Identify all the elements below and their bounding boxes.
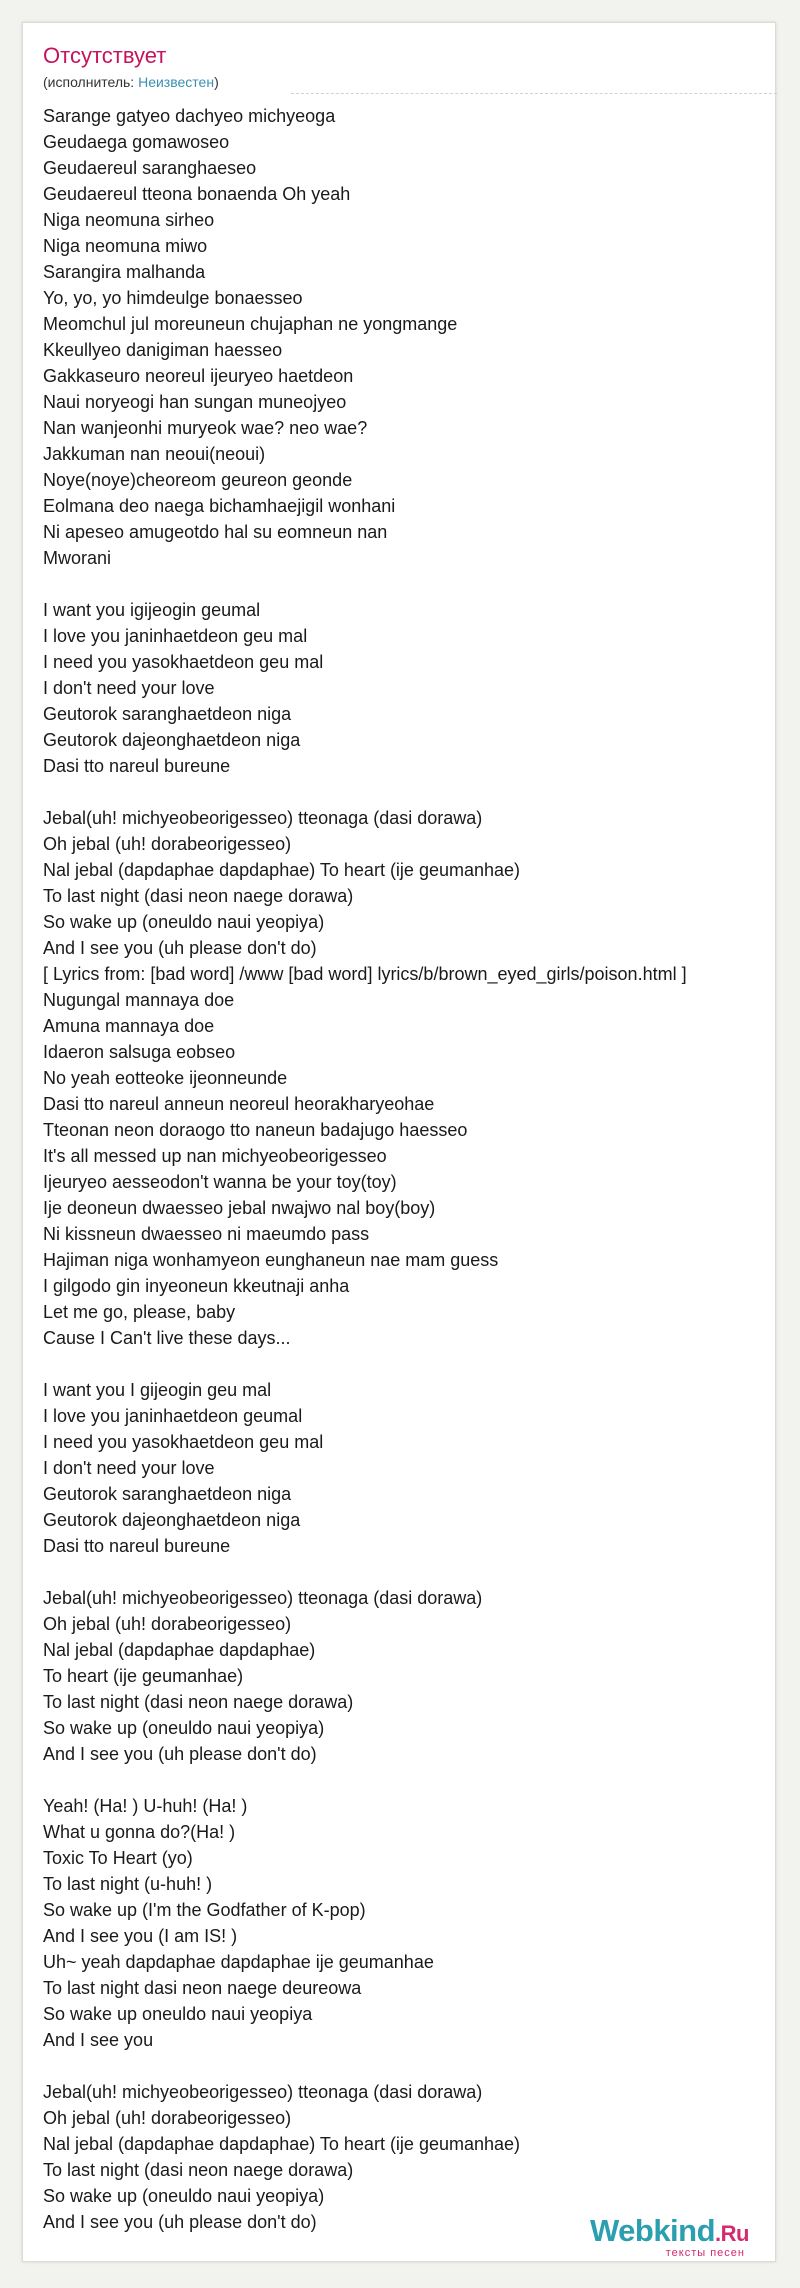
- logo-suffix: .Ru: [715, 2221, 749, 2246]
- lyric-line: What u gonna do?(Ha! ): [43, 1822, 236, 1842]
- lyric-line: And I see you (I am IS! ): [43, 1926, 238, 1946]
- lyric-line: So wake up (oneuldo naui yeopiya): [43, 912, 325, 932]
- artist-suffix: ): [214, 74, 219, 90]
- lyric-line: No yeah eotteoke ijeonneunde: [43, 1068, 288, 1088]
- lyric-line: Dasi tto nareul anneun neoreul heorakharyeohae: [43, 1094, 435, 1114]
- lyric-line: Geudaereul saranghaeseo: [43, 158, 257, 178]
- lyric-line: To last night (dasi neon naege dorawa): [43, 1692, 354, 1712]
- lyric-line: Jebal(uh! michyeobeorigesseo) tteonaga (dasi dorawa): [43, 1588, 483, 1608]
- header-divider: [291, 93, 777, 94]
- lyric-line: Nal jebal (dapdaphae dapdaphae) To heart (ije geumanhae): [43, 2134, 521, 2154]
- lyric-line: I don't need your love: [43, 1458, 215, 1478]
- lyric-line: Ni kissneun dwaesseo ni maeumdo pass: [43, 1224, 370, 1244]
- lyric-line: Geutorok dajeonghaetdeon niga: [43, 730, 301, 750]
- lyric-line: To heart (ije geumanhae): [43, 1666, 244, 1686]
- lyric-line: Geutorok saranghaetdeon niga: [43, 1484, 292, 1504]
- lyric-line: Toxic To Heart (yo): [43, 1848, 193, 1868]
- lyric-line: Geudaereul tteona bonaenda Oh yeah: [43, 184, 351, 204]
- lyric-line: Cause I Can't live these days...: [43, 1328, 291, 1348]
- lyric-line: I need you yasokhaetdeon geu mal: [43, 1432, 324, 1452]
- lyric-line: And I see you (uh please don't do): [43, 938, 317, 958]
- lyric-line: Dasi tto nareul bureune: [43, 1536, 231, 1556]
- lyric-line: Jakkuman nan neoui(neoui): [43, 444, 266, 464]
- lyric-line: [ Lyrics from: [bad word] /www [bad word] lyrics/b/brown_eyed_girls/poison.html ]: [43, 964, 687, 984]
- lyric-line: Sarange gatyeo dachyeo michyeoga: [43, 106, 336, 126]
- lyric-line: Geutorok dajeonghaetdeon niga: [43, 1510, 301, 1530]
- lyric-line: Oh jebal (uh! dorabeorigesseo): [43, 2108, 292, 2128]
- lyric-line: I want you igijeogin geumal: [43, 600, 261, 620]
- lyric-line: Geudaega gomawoseo: [43, 132, 230, 152]
- lyric-line: To last night dasi neon naege deureowa: [43, 1978, 362, 1998]
- lyric-line: And I see you (uh please don't do): [43, 1744, 317, 1764]
- lyric-line: Nal jebal (dapdaphae dapdaphae) To heart (ije geumanhae): [43, 860, 521, 880]
- lyric-line: And I see you: [43, 2030, 154, 2050]
- lyric-line: Niga neomuna miwo: [43, 236, 208, 256]
- lyric-line: Uh~ yeah dapdaphae dapdaphae ije geumanhae: [43, 1952, 434, 1972]
- stanza-break: [43, 1767, 773, 1793]
- lyric-line: I want you I gijeogin geu mal: [43, 1380, 272, 1400]
- lyrics-body: [43, 103, 773, 2235]
- lyric-line: Kkeullyeo danigiman haesseo: [43, 340, 283, 360]
- lyrics-card: [22, 22, 776, 2262]
- lyric-line: To last night (u-huh! ): [43, 1874, 213, 1894]
- lyric-line: Ni apeseo amugeotdo hal su eomneun nan: [43, 522, 388, 542]
- lyric-line: Oh jebal (uh! dorabeorigesseo): [43, 834, 292, 854]
- lyric-line: Mworani: [43, 548, 112, 568]
- lyric-line: Naui noryeogi han sungan muneojyeo: [43, 392, 347, 412]
- lyric-line: Yeah! (Ha! ) U-huh! (Ha! ): [43, 1796, 248, 1816]
- lyric-line: Geutorok saranghaetdeon niga: [43, 704, 292, 724]
- logo-main-text: Webkind: [589, 2213, 716, 2248]
- lyric-line: I love you janinhaetdeon geumal: [43, 1406, 303, 1426]
- lyric-line: Oh jebal (uh! dorabeorigesseo): [43, 1614, 292, 1634]
- stanza-break: [43, 779, 773, 805]
- lyric-line: I need you yasokhaetdeon geu mal: [43, 652, 324, 672]
- site-logo[interactable]: [590, 2214, 749, 2259]
- lyric-line: Noye(noye)cheoreom geureon geonde: [43, 470, 353, 490]
- lyric-line: Gakkaseuro neoreul ijeuryeo haetdeon: [43, 366, 354, 386]
- logo-tagline: тексты песен: [665, 2247, 745, 2259]
- lyric-line: Hajiman niga wonhamyeon eunghaneun nae mam guess: [43, 1250, 499, 1270]
- lyric-line: Jebal(uh! michyeobeorigesseo) tteonaga (dasi dorawa): [43, 2082, 483, 2102]
- artist-prefix: (исполнитель:: [43, 74, 139, 90]
- lyric-line: So wake up oneuldo naui yeopiya: [43, 2004, 313, 2024]
- stanza-break: [43, 571, 773, 597]
- artist-link[interactable]: Неизвестен: [138, 74, 215, 90]
- lyric-line: Ijeuryeo aesseodon't wanna be your toy(toy): [43, 1172, 397, 1192]
- lyric-line: I gilgodo gin inyeoneun kkeutnaji anha: [43, 1276, 350, 1296]
- lyric-line: Meomchul jul moreuneun chujaphan ne yongmange: [43, 314, 458, 334]
- lyric-line: To last night (dasi neon naege dorawa): [43, 2160, 354, 2180]
- lyric-line: Idaeron salsuga eobseo: [43, 1042, 236, 1062]
- lyric-line: Dasi tto nareul bureune: [43, 756, 231, 776]
- lyric-line: Nugungal mannaya doe: [43, 990, 235, 1010]
- lyric-line: It's all messed up nan michyeobeorigesseo: [43, 1146, 387, 1166]
- lyric-line: Yo, yo, yo himdeulge bonaesseo: [43, 288, 303, 308]
- lyric-line: I love you janinhaetdeon geu mal: [43, 626, 308, 646]
- lyric-line: To last night (dasi neon naege dorawa): [43, 886, 354, 906]
- lyric-line: Niga neomuna sirheo: [43, 210, 215, 230]
- stanza-break: [43, 1559, 773, 1585]
- artist-line: [43, 73, 219, 91]
- lyric-line: I don't need your love: [43, 678, 215, 698]
- logo-wordmark: [590, 2214, 749, 2251]
- stanza-break: [43, 1351, 773, 1377]
- lyric-line: Nan wanjeonhi muryeok wae? neo wae?: [43, 418, 368, 438]
- stanza-break: [43, 2053, 773, 2079]
- lyric-line: Amuna mannaya doe: [43, 1016, 215, 1036]
- lyric-line: Nal jebal (dapdaphae dapdaphae): [43, 1640, 316, 1660]
- lyric-line: So wake up (I'm the Godfather of K-pop): [43, 1900, 366, 1920]
- lyric-line: Eolmana deo naega bichamhaejigil wonhani: [43, 496, 396, 516]
- song-title: Отсутствует: [43, 43, 167, 68]
- lyric-line: Jebal(uh! michyeobeorigesseo) tteonaga (dasi dorawa): [43, 808, 483, 828]
- lyric-line: So wake up (oneuldo naui yeopiya): [43, 1718, 325, 1738]
- lyric-line: Ije deoneun dwaesseo jebal nwajwo nal boy(boy): [43, 1198, 436, 1218]
- lyric-line: And I see you (uh please don't do): [43, 2212, 317, 2232]
- lyric-line: Let me go, please, baby: [43, 1302, 236, 1322]
- lyric-line: Sarangira malhanda: [43, 262, 206, 282]
- lyric-line: Tteonan neon doraogo tto naneun badajugo haesseo: [43, 1120, 468, 1140]
- lyric-line: So wake up (oneuldo naui yeopiya): [43, 2186, 325, 2206]
